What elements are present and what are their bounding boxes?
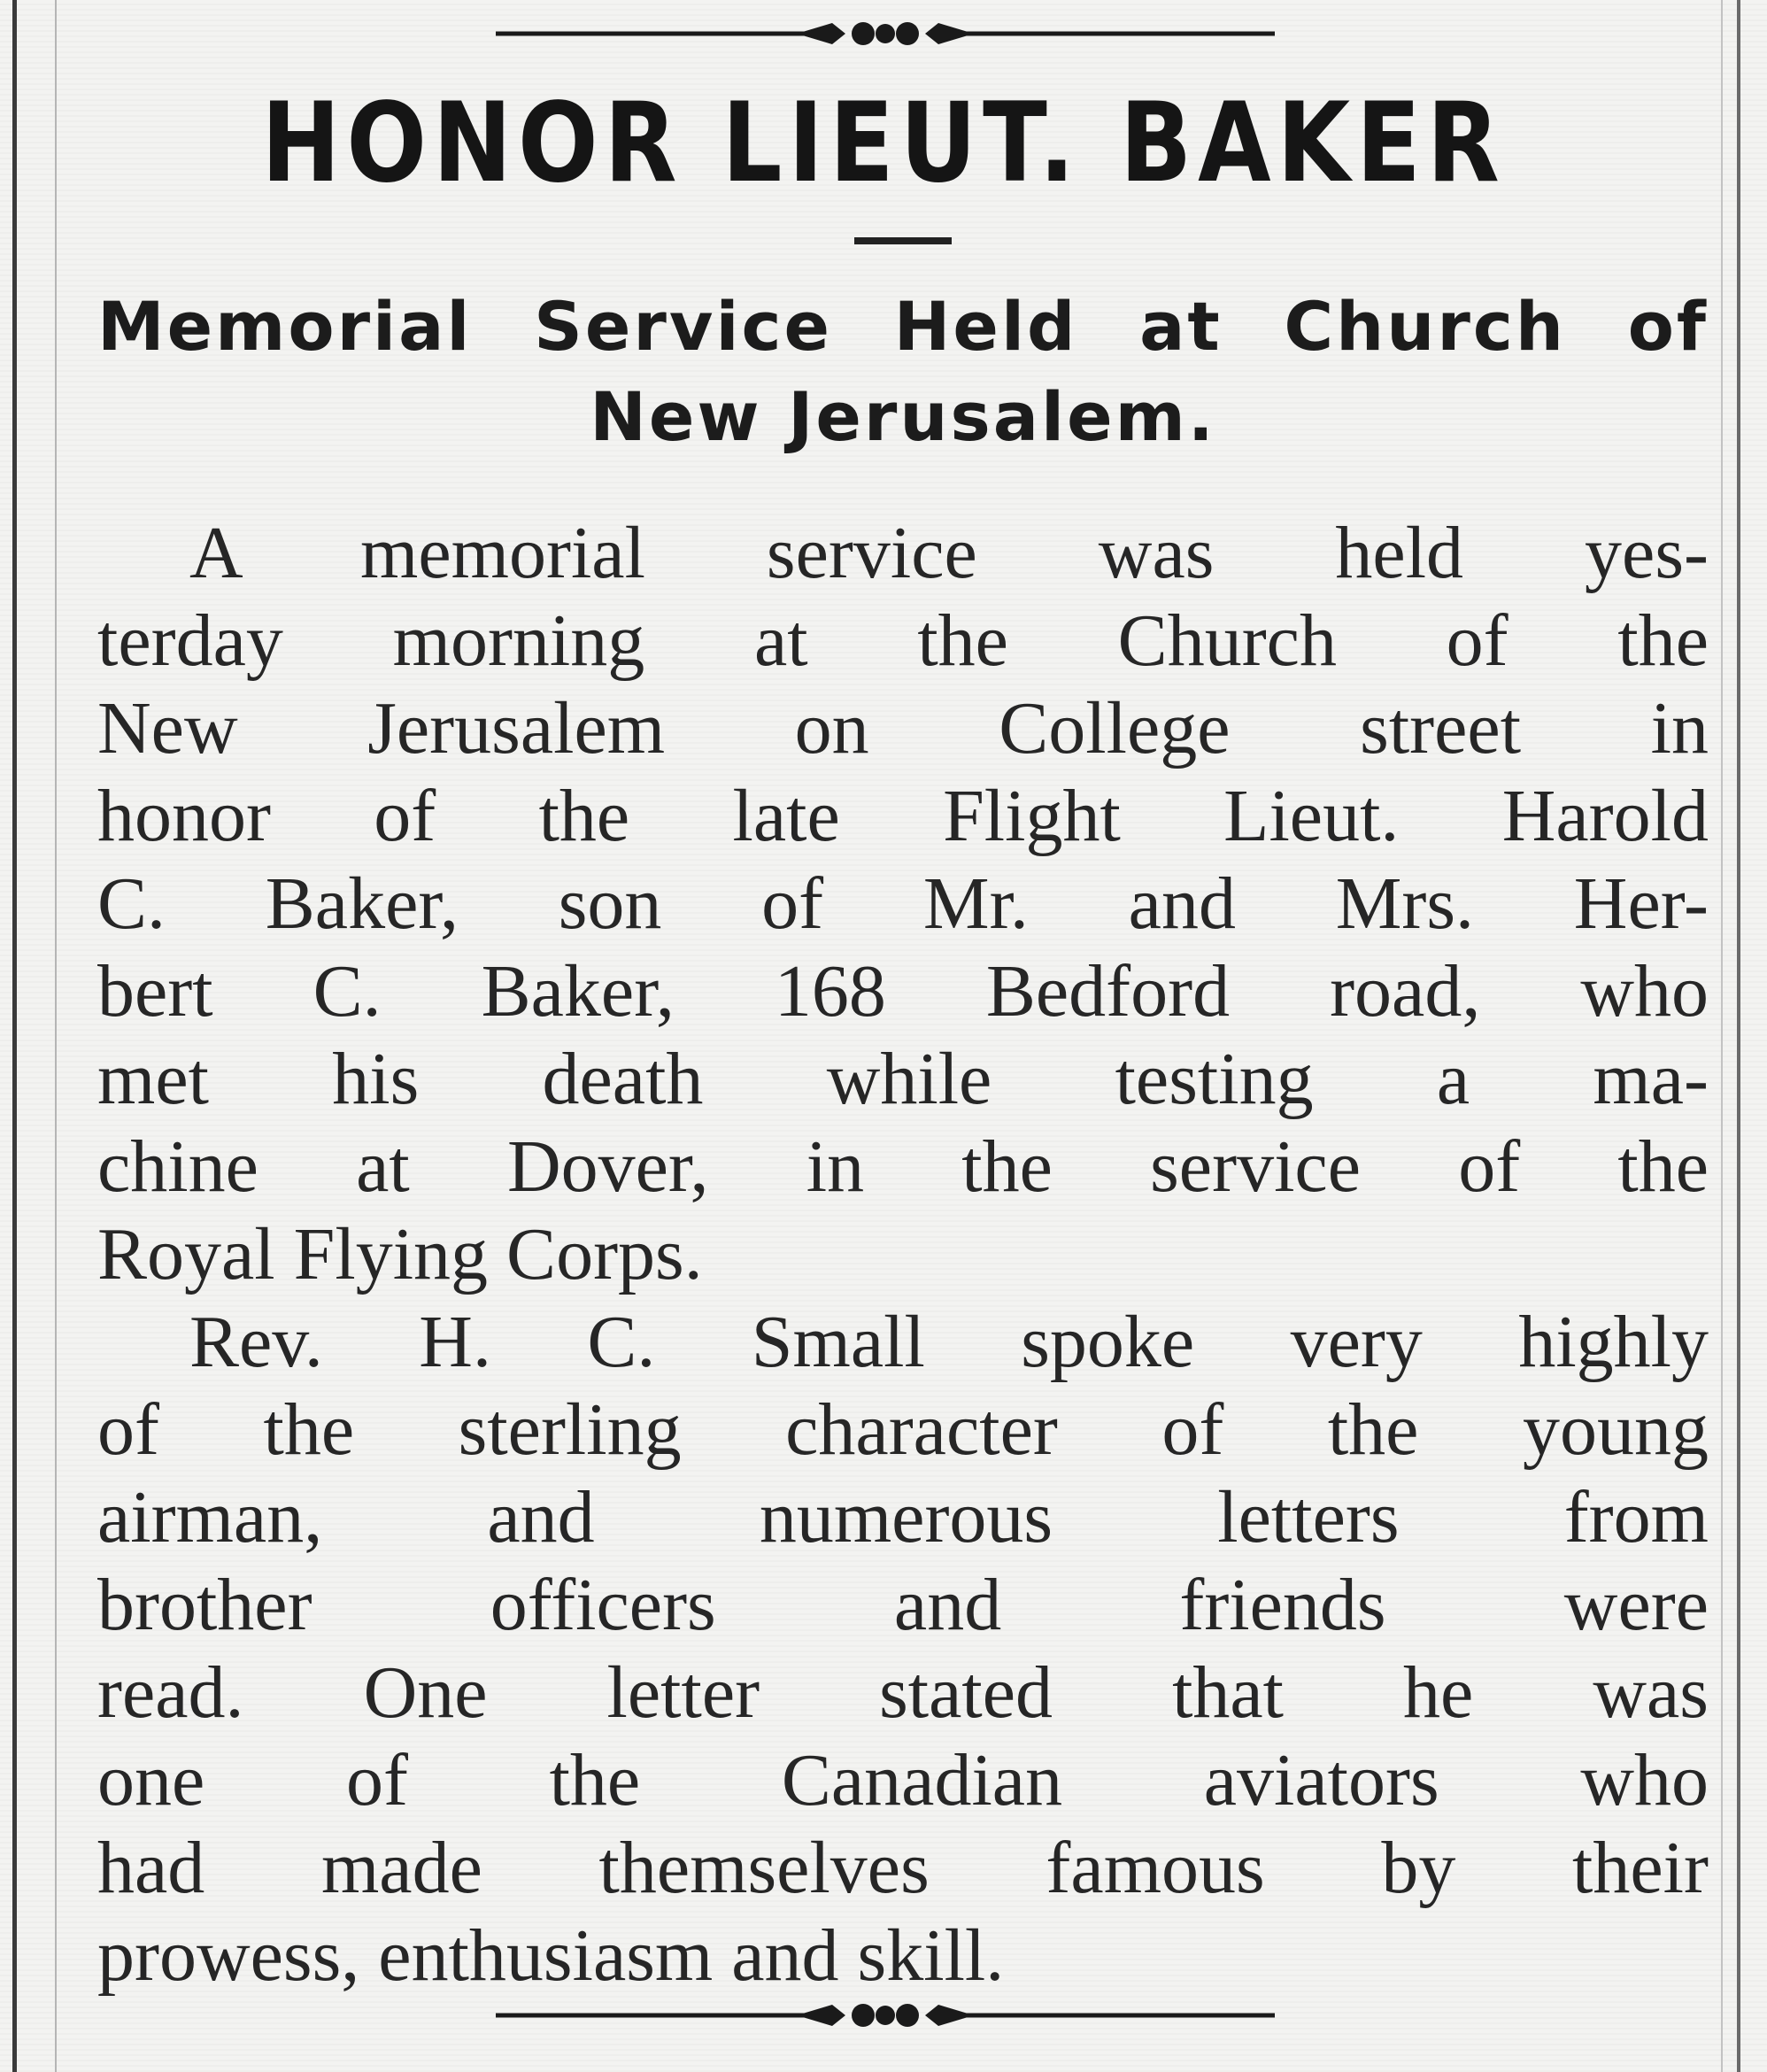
- body-line: read. One letter stated that he was: [97, 1651, 1709, 1734]
- subheadline: [97, 282, 1709, 462]
- headline: HONOR LIEUT. BAKER: [261, 80, 1506, 207]
- body-line: brother officers and friends were: [97, 1564, 1709, 1646]
- body-line: bert C. Baker, 168 Bedford road, who: [97, 950, 1709, 1032]
- article-body: [97, 509, 1709, 1999]
- subheadline-line-1: Memorial Service Held at Church of: [97, 287, 1709, 366]
- body-line: one of the Canadian aviators who: [97, 1739, 1709, 1821]
- body-line: terday morning at the Church of the: [97, 599, 1709, 682]
- column-rule-left-thin: [55, 0, 57, 2072]
- body-line: C. Baker, son of Mr. and Mrs. Her-: [97, 862, 1709, 945]
- column-rule-left: [12, 0, 17, 2072]
- body-line: met his death while testing a ma-: [97, 1038, 1709, 1120]
- subheadline-line-2: New Jerusalem.: [590, 377, 1216, 456]
- ornament-rule-icon: [496, 1989, 1275, 2042]
- body-line: of the sterling character of the young: [97, 1388, 1709, 1471]
- body-line: New Jerusalem on College street in: [97, 687, 1709, 769]
- column-rule-right-thin: [1721, 0, 1723, 2072]
- headline-divider: [854, 237, 952, 244]
- ornament-rule-icon: [496, 7, 1275, 60]
- body-line: honor of the late Flight Lieut. Harold: [97, 775, 1709, 857]
- body-line: Royal Flying Corps.: [97, 1213, 703, 1295]
- body-line: had made themselves famous by their: [97, 1827, 1709, 1909]
- body-line: prowess, enthusiasm and skill.: [97, 1914, 1005, 1997]
- body-line: Rev. H. C. Small spoke very highly: [189, 1301, 1709, 1383]
- body-line: A memorial service was held yes-: [189, 512, 1709, 594]
- body-line: airman, and numerous letters from: [97, 1476, 1709, 1558]
- column-rule-right: [1737, 0, 1740, 2072]
- body-line: chine at Dover, in the service of the: [97, 1125, 1709, 1208]
